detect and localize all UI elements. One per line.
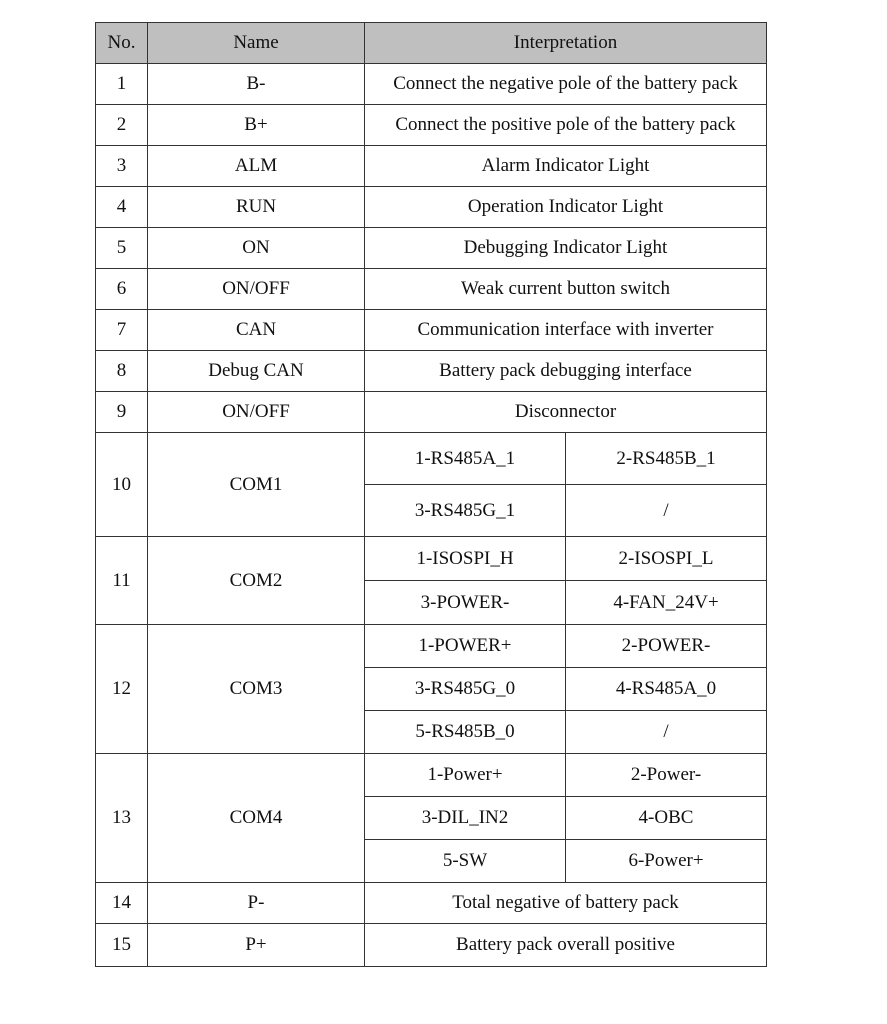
table-row — [96, 310, 767, 351]
cell-pin: 3-DIL_IN2 — [365, 797, 566, 840]
cell-no: 5 — [96, 228, 148, 269]
header-name: Name — [148, 23, 365, 64]
cell-name: P+ — [148, 924, 365, 967]
cell-no: 8 — [96, 351, 148, 392]
cell-interpretation: Operation Indicator Light — [365, 187, 767, 228]
cell-pin: 1-Power+ — [365, 754, 566, 797]
table-row — [96, 433, 767, 485]
table-row — [96, 625, 767, 668]
table-row — [96, 228, 767, 269]
cell-interpretation: Debugging Indicator Light — [365, 228, 767, 269]
cell-pin: 3-RS485G_0 — [365, 668, 566, 711]
cell-interpretation: Connect the positive pole of the battery pack — [365, 105, 767, 146]
cell-pin: 3-RS485G_1 — [365, 485, 566, 537]
cell-pin: 4-RS485A_0 — [566, 668, 767, 711]
cell-no: 10 — [96, 433, 148, 537]
table-row — [96, 351, 767, 392]
cell-interpretation: Total negative of battery pack — [365, 883, 767, 924]
table-row — [96, 146, 767, 187]
cell-name: COM4 — [148, 754, 365, 883]
header-row — [96, 23, 767, 64]
cell-name: COM3 — [148, 625, 365, 754]
cell-name: ON/OFF — [148, 269, 365, 310]
table-row — [96, 537, 767, 581]
cell-pin: 5-RS485B_0 — [365, 711, 566, 754]
cell-pin: 5-SW — [365, 840, 566, 883]
table-row — [96, 924, 767, 967]
cell-no: 14 — [96, 883, 148, 924]
cell-interpretation: Battery pack debugging interface — [365, 351, 767, 392]
cell-name: RUN — [148, 187, 365, 228]
cell-interpretation: Connect the negative pole of the battery pack — [365, 64, 767, 105]
cell-no: 2 — [96, 105, 148, 146]
cell-interpretation: Disconnector — [365, 392, 767, 433]
cell-interpretation: Communication interface with inverter — [365, 310, 767, 351]
cell-pin: 2-ISOSPI_L — [566, 537, 767, 581]
cell-interpretation: Battery pack overall positive — [365, 924, 767, 967]
cell-no: 4 — [96, 187, 148, 228]
cell-name: COM1 — [148, 433, 365, 537]
table-row — [96, 883, 767, 924]
table-row — [96, 64, 767, 105]
cell-name: P- — [148, 883, 365, 924]
cell-no: 3 — [96, 146, 148, 187]
cell-interpretation: Weak current button switch — [365, 269, 767, 310]
header-interpretation: Interpretation — [365, 23, 767, 64]
cell-pin: 4-OBC — [566, 797, 767, 840]
table-row — [96, 392, 767, 433]
cell-name: CAN — [148, 310, 365, 351]
cell-name: COM2 — [148, 537, 365, 625]
cell-pin: 2-POWER- — [566, 625, 767, 668]
cell-no: 9 — [96, 392, 148, 433]
cell-no: 11 — [96, 537, 148, 625]
cell-no: 15 — [96, 924, 148, 967]
table-row — [96, 105, 767, 146]
cell-no: 1 — [96, 64, 148, 105]
header-no: No. — [96, 23, 148, 64]
cell-pin: 3-POWER- — [365, 581, 566, 625]
cell-pin: 6-Power+ — [566, 840, 767, 883]
cell-pin: 2-RS485B_1 — [566, 433, 767, 485]
cell-name: B+ — [148, 105, 365, 146]
table-row — [96, 269, 767, 310]
cell-name: ALM — [148, 146, 365, 187]
table-row — [96, 187, 767, 228]
table-row — [96, 754, 767, 797]
cell-interpretation: Alarm Indicator Light — [365, 146, 767, 187]
cell-pin: / — [566, 711, 767, 754]
cell-name: ON — [148, 228, 365, 269]
cell-no: 6 — [96, 269, 148, 310]
cell-name: ON/OFF — [148, 392, 365, 433]
cell-pin: 1-RS485A_1 — [365, 433, 566, 485]
cell-no: 7 — [96, 310, 148, 351]
pinout-table — [95, 22, 767, 967]
cell-pin: 4-FAN_24V+ — [566, 581, 767, 625]
cell-no: 12 — [96, 625, 148, 754]
cell-name: B- — [148, 64, 365, 105]
cell-no: 13 — [96, 754, 148, 883]
cell-pin: 2-Power- — [566, 754, 767, 797]
cell-pin: / — [566, 485, 767, 537]
cell-name: Debug CAN — [148, 351, 365, 392]
cell-pin: 1-POWER+ — [365, 625, 566, 668]
cell-pin: 1-ISOSPI_H — [365, 537, 566, 581]
